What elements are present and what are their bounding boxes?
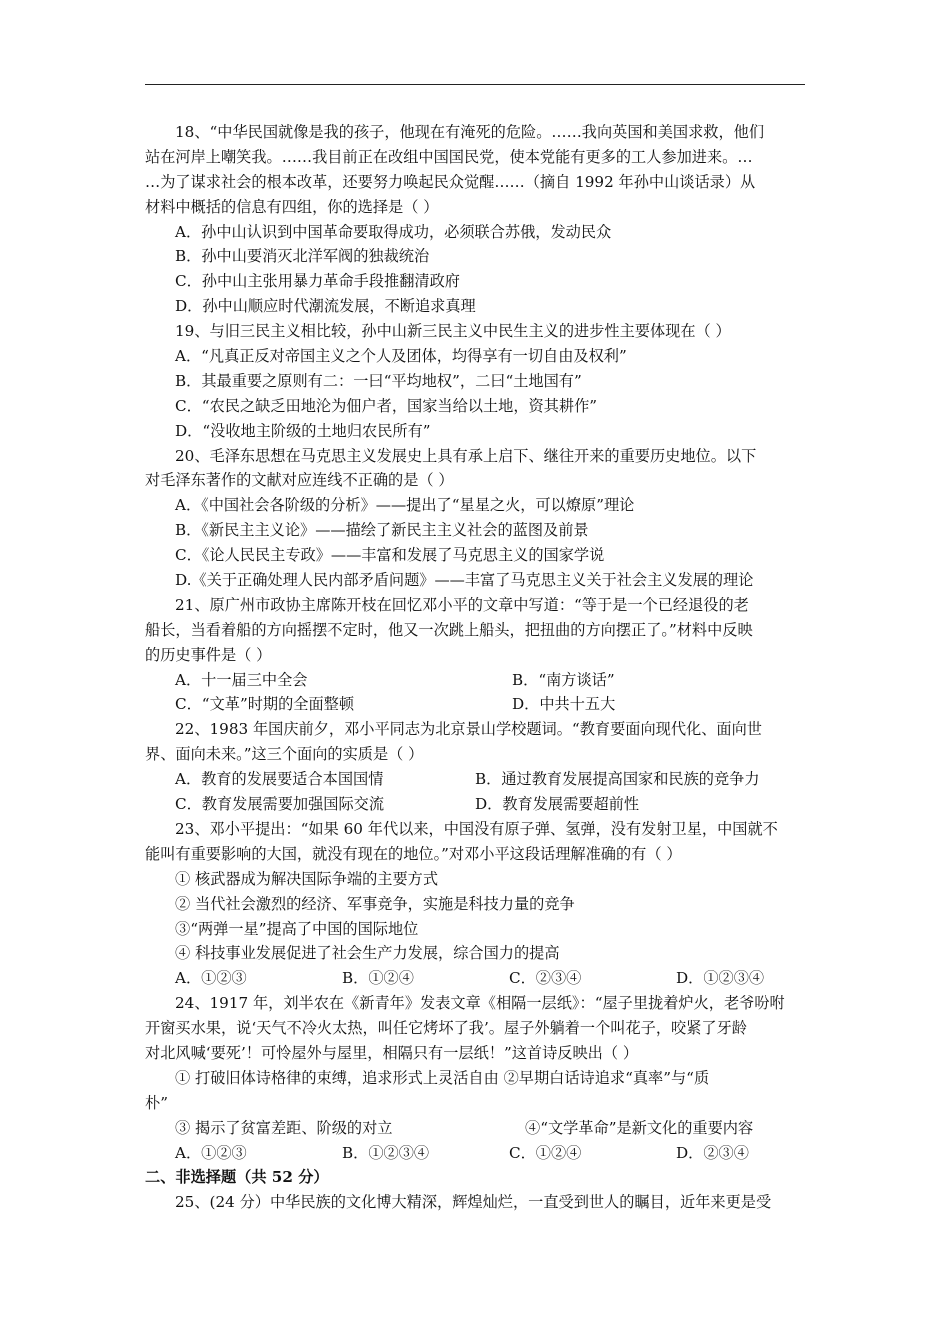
header-rule <box>145 84 805 85</box>
statement-item-continuation: 朴” <box>145 1093 168 1112</box>
question-18 <box>145 120 809 319</box>
option-c: C．②③④ <box>509 969 582 988</box>
question-stem-line: 22、1983 年国庆前夕，邓小平同志为北京景山学校题词。“教育要面向现代化、面向世 <box>175 720 762 739</box>
option-b: B．①②③④ <box>342 1143 430 1162</box>
option-b: B．其最重要之原则有二：一曰“平均地权”，二曰“土地国有” <box>175 371 582 390</box>
statement-item: ③“两弹一星”提高了中国的国际地位 <box>175 919 419 938</box>
option-c: C．“文革”时期的全面整顿 <box>175 695 355 714</box>
question-stem-line: 船长，当看着船的方向摇摆不定时，他又一次跳上船头，把扭曲的方向摆正了。”材料中反映 <box>145 620 753 639</box>
question-stem-line: 18、“中华民国就像是我的孩子，他现在有淹死的危险。……我向英国和美国求救，他们 <box>175 123 765 141</box>
options-row <box>145 966 809 991</box>
option-a: A．《中国社会各阶级的分析》——提出了“星星之火，可以燎原”理论 <box>175 496 635 515</box>
statement-item: ④“文学革命”是新文化的重要内容 <box>525 1118 754 1137</box>
options-row <box>145 792 809 817</box>
question-stem-line: 界、面向未来。”这三个面向的实质是（ ） <box>145 745 424 764</box>
option-b: B．《新民主主义论》——描绘了新民主主义社会的蓝图及前景 <box>175 521 589 540</box>
option-a: A．孙中山认识到中国革命要取得成功，必须联合苏俄，发动民众 <box>175 222 612 241</box>
options-row <box>145 1141 809 1166</box>
question-19 <box>145 319 809 443</box>
option-d: D．孙中山顺应时代潮流发展，不断追求真理 <box>175 297 476 316</box>
question-stem-line: 24、1917 年，刘半农在《新青年》发表文章《相隔一层纸》：“屋子里拢着炉火，老爷吩咐 <box>175 994 785 1013</box>
statement-item: ③ 揭示了贫富差距、阶级的对立 <box>175 1118 393 1137</box>
question-stem-line: …为了谋求社会的根本改革，还要努力唤起民众觉醒……（摘自 1992 年孙中山谈话录）从 <box>145 172 756 191</box>
option-d: D．①②③④ <box>676 969 765 988</box>
question-stem-line: 23、邓小平提出：“如果 60 年代以来，中国没有原子弹、氢弹，没有发射卫星，中国就不 <box>175 819 778 838</box>
question-stem-line: 能叫有重要影响的大国，就没有现在的地位。”对邓小平这段话理解准确的有（ ） <box>145 844 682 863</box>
option-b: B．孙中山要消灭北洋军阀的独裁统治 <box>175 247 430 266</box>
question-stem-line: 对毛泽东著作的文献对应连线不正确的是（ ） <box>145 471 454 490</box>
question-21 <box>145 593 809 717</box>
options-row <box>145 668 809 693</box>
question-20 <box>145 444 809 593</box>
options-row <box>145 767 809 792</box>
statement-item: ① 核武器成为解决国际争端的主要方式 <box>175 869 439 888</box>
option-c: C．《论人民民主专政》——丰富和发展了马克思主义的国家学说 <box>175 546 605 565</box>
question-24 <box>145 991 809 1165</box>
option-d: D．中共十五大 <box>512 695 616 714</box>
option-a: A．①②③ <box>175 969 247 988</box>
exam-content <box>145 120 809 1215</box>
question-stem-line: 21、原广州市政协主席陈开枝在回忆邓小平的文章中写道：“等于是一个已经退役的老 <box>175 595 749 614</box>
option-b: B．“南方谈话” <box>512 670 615 689</box>
options-row <box>145 692 809 717</box>
question-22 <box>145 717 809 817</box>
option-b: B．①②④ <box>342 969 414 988</box>
option-d: D．②③④ <box>676 1143 749 1162</box>
option-d: D．教育发展需要超前性 <box>475 795 640 814</box>
option-b: B．通过教育发展提高国家和民族的竞争力 <box>475 770 760 789</box>
option-c: C．“农民之缺乏田地沦为佃户者，国家当给以土地，资其耕作” <box>175 396 598 415</box>
option-c: C．孙中山主张用暴力革命手段推翻清政府 <box>175 272 460 291</box>
statement-item: ② 当代社会激烈的经济、军事竞争，实施是科技力量的竞争 <box>175 894 575 913</box>
option-d: D．“没收地主阶级的土地归农民所有” <box>175 421 431 440</box>
question-stem-line: 20、毛泽东思想在马克思主义发展史上具有承上启下、继往开来的重要历史地位。以下 <box>175 446 757 465</box>
question-stem-line: 开窗买水果，说‘天气不冷火太热，叫任它烤坏了我’。屋子外躺着一个叫花子，咬紧了牙龄 <box>145 1019 747 1038</box>
question-stem-line: 材料中概括的信息有四组，你的选择是（ ） <box>145 197 439 216</box>
section-2 <box>145 1165 809 1215</box>
question-stem-line: 站在河岸上嘲笑我。……我目前正在改组中国国民党，使本党能有更多的工人参加进来。… <box>145 147 753 166</box>
option-d: D.《关于正确处理人民内部矛盾问题》——丰富了马克思主义关于社会主义发展的理论 <box>175 571 754 590</box>
option-a: A．“凡真正反对帝国主义之个人及团体，均得享有一切自由及权利” <box>175 347 627 366</box>
question-stem-line: 对北风喊‘要死’！可怜屋外与屋里，相隔只有一层纸！”这首诗反映出（ ） <box>145 1043 639 1062</box>
option-a: A．①②③ <box>175 1143 247 1162</box>
section-heading: 二、非选择题（共 52 分） <box>145 1168 329 1187</box>
statement-row <box>145 1116 809 1141</box>
statement-item: ① 打破旧体诗格律的束缚，追求形式上灵活自由 ②早期白话诗追求“真率”与“质 <box>175 1068 710 1087</box>
option-c: C．教育发展需要加强国际交流 <box>175 795 385 814</box>
option-a: A．十一届三中全会 <box>175 670 308 689</box>
question-23 <box>145 817 809 991</box>
question-stem-line: 19、与旧三民主义相比较，孙中山新三民主义中民生主义的进步性主要体现在（ ） <box>175 322 731 341</box>
option-c: C．①②④ <box>509 1143 582 1162</box>
question-stem-line: 25、(24 分）中华民族的文化博大精深，辉煌灿烂，一直受到世人的瞩目，近年来更是受 <box>175 1193 772 1212</box>
question-stem-line: 的历史事件是（ ） <box>145 645 272 664</box>
option-a: A．教育的发展要适合本国国情 <box>175 770 384 789</box>
statement-item: ④ 科技事业发展促进了社会生产力发展，综合国力的提高 <box>175 944 560 963</box>
